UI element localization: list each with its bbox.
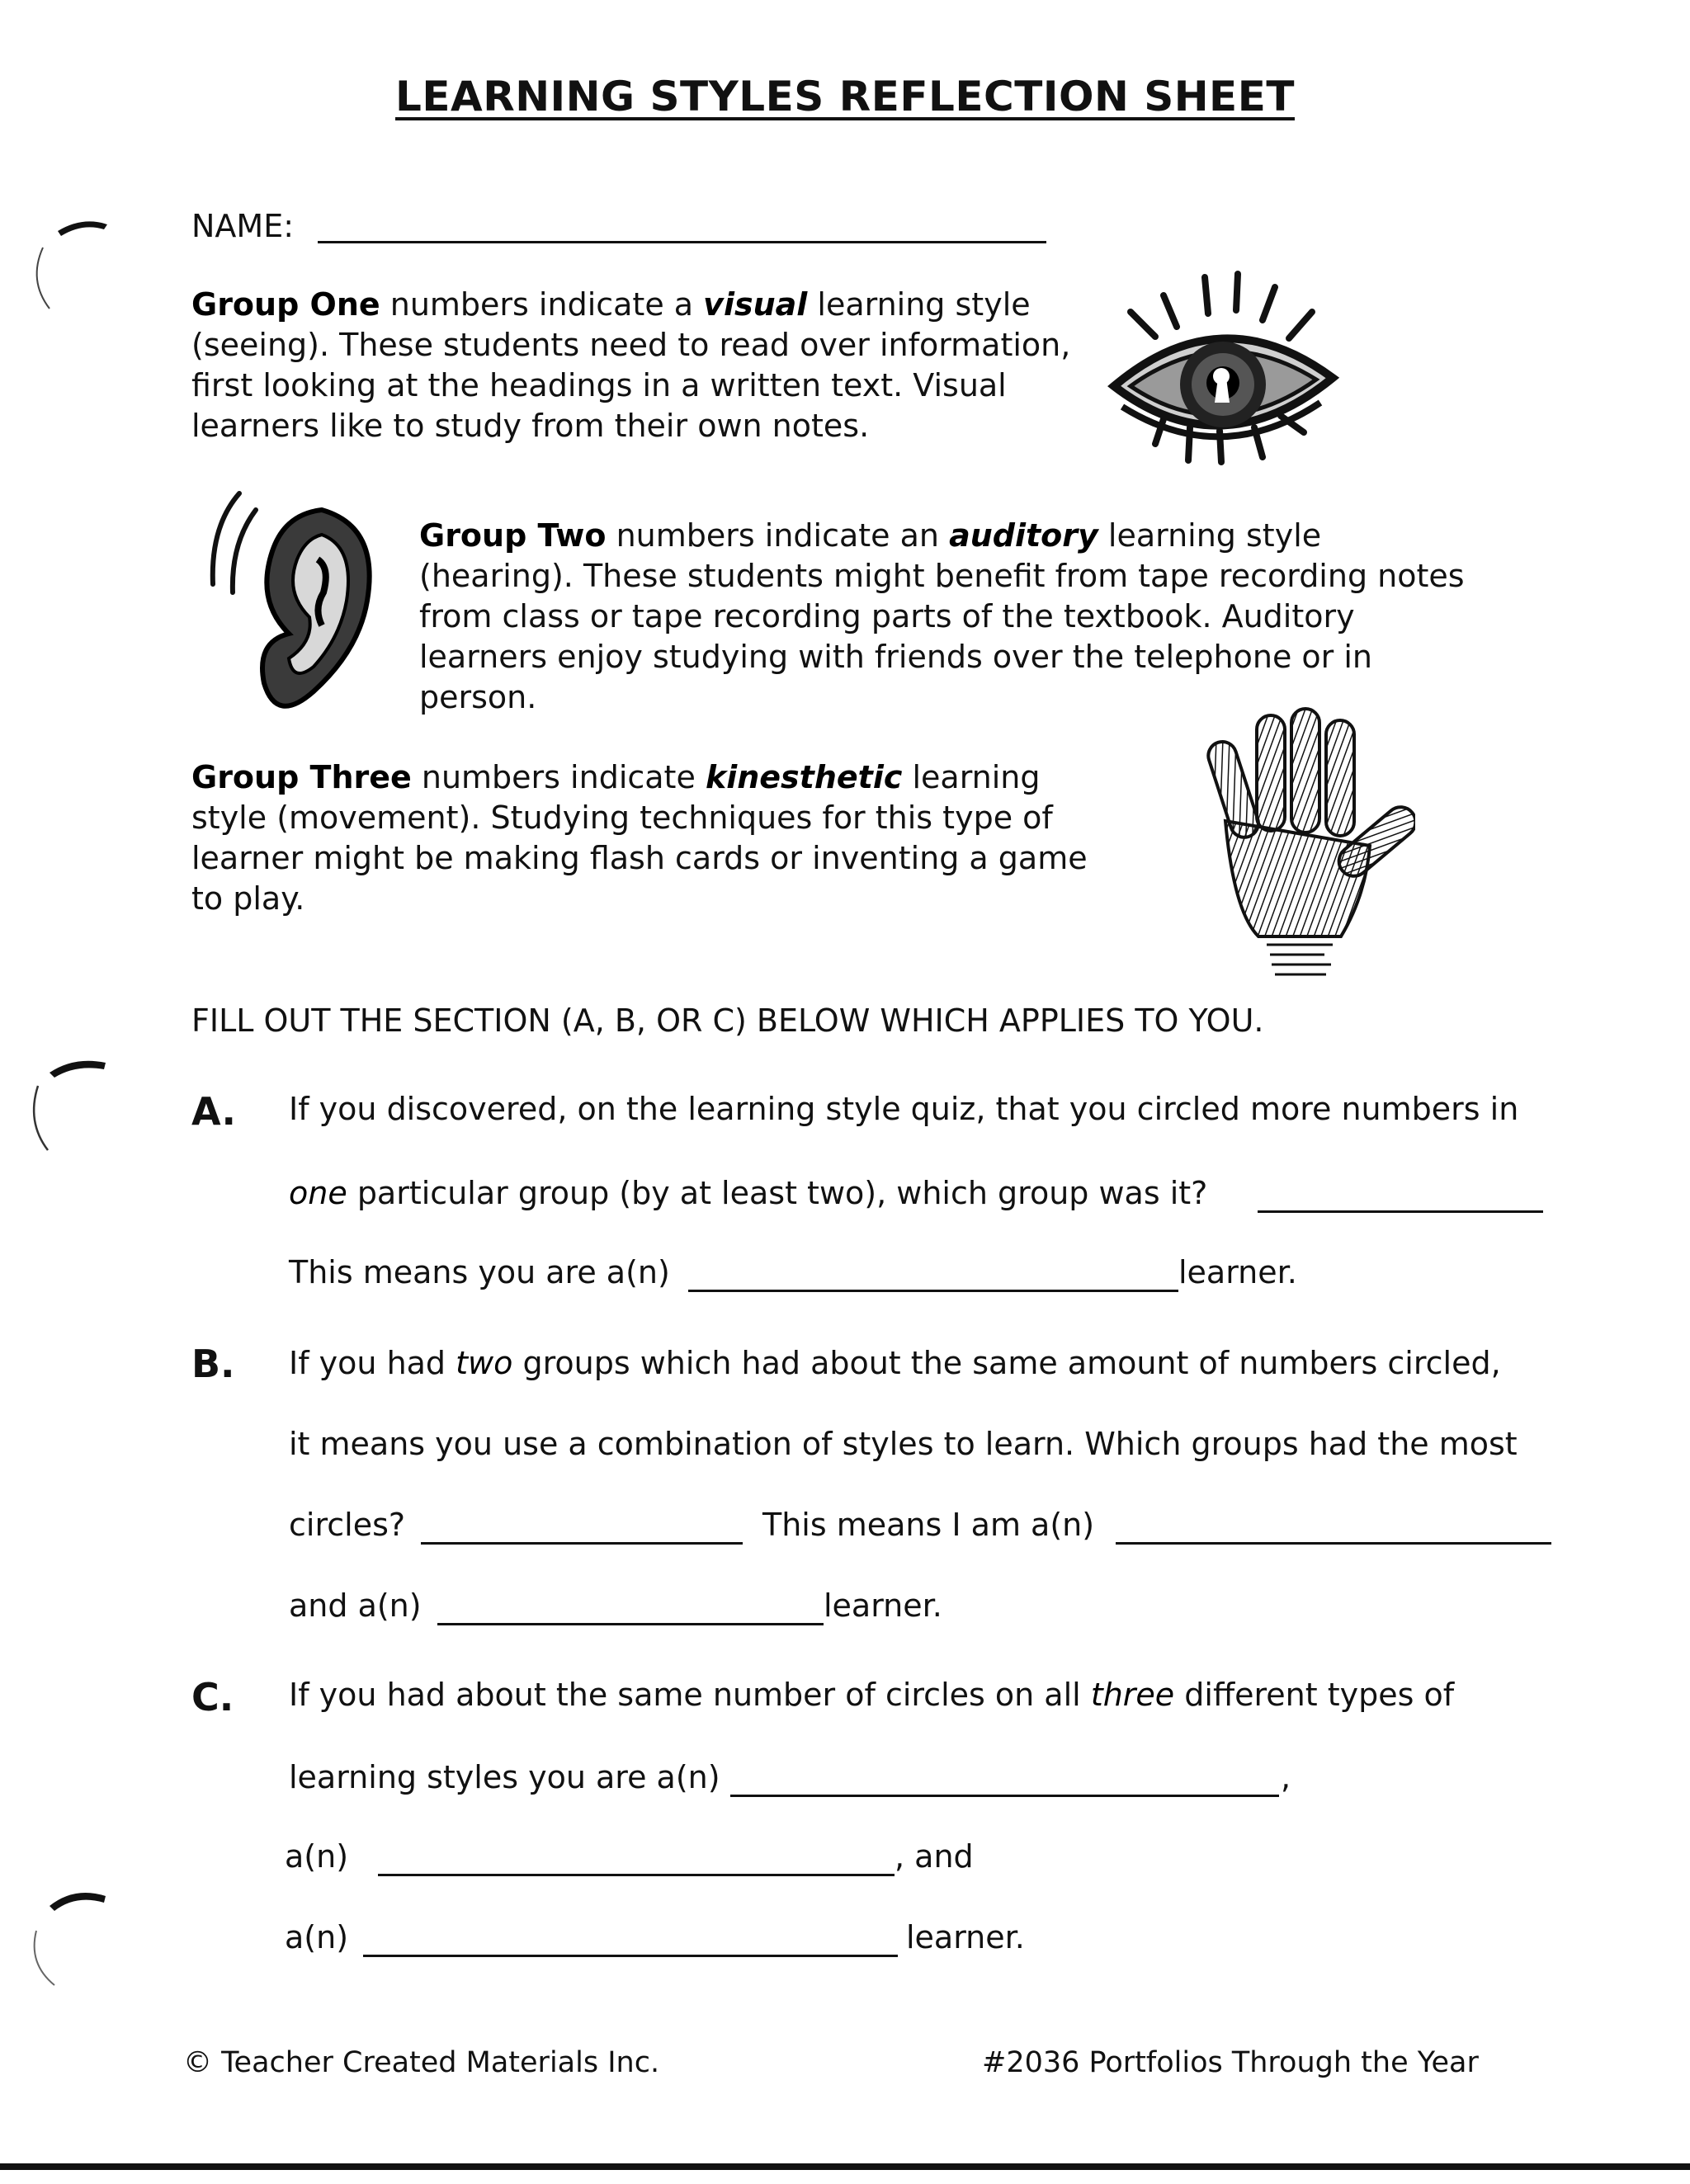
group-two-text2: learning style (hearing). These students might benefit from tape recording notes from class or tape recording parts of the textbook. Auditory learners enjoy studying with friends over the telephone or in person. bbox=[419, 517, 1465, 715]
group-two-name: Group Two bbox=[419, 517, 607, 554]
section-c-line4-post: learner. bbox=[906, 1919, 1025, 1955]
hand-icon bbox=[1201, 705, 1415, 978]
section-c-line2-post: , bbox=[1281, 1759, 1291, 1795]
section-c-style2-blank[interactable] bbox=[378, 1874, 895, 1876]
section-a-letter: A. bbox=[191, 1089, 236, 1134]
section-b-line1 bbox=[289, 1345, 1501, 1381]
section-c-line1-emphasis: three bbox=[1090, 1677, 1175, 1713]
section-a-learner-blank[interactable] bbox=[688, 1290, 1178, 1292]
section-a-line2-text: particular group (by at least two), which group was it? bbox=[356, 1175, 1208, 1211]
section-a-line2 bbox=[289, 1175, 1207, 1211]
section-b-line1-pre: If you had bbox=[289, 1345, 446, 1381]
section-a-line3-pre: This means you are a(n) bbox=[289, 1254, 670, 1290]
group-two-paragraph bbox=[419, 516, 1475, 718]
group-three-style: kinesthetic bbox=[705, 759, 903, 795]
bottom-rule bbox=[0, 2163, 1690, 2170]
binder-hole-icon bbox=[25, 1873, 116, 1988]
section-a-line3-post: learner. bbox=[1178, 1254, 1297, 1290]
section-b-line3-mid: This means I am a(n) bbox=[762, 1507, 1095, 1543]
section-b-line2: it means you use a combination of styles to learn. Which groups had the most bbox=[289, 1426, 1518, 1462]
group-three-name: Group Three bbox=[191, 759, 412, 795]
ear-icon bbox=[198, 477, 388, 724]
section-b-line1-post: groups which had about the same amount of numbers circled, bbox=[522, 1345, 1501, 1381]
section-a-line1: If you discovered, on the learning style quiz, that you circled more numbers in bbox=[289, 1091, 1519, 1127]
group-two-style: auditory bbox=[949, 517, 1098, 554]
instruction-text: FILL OUT THE SECTION (A, B, OR C) BELOW WHICH APPLIES TO YOU. bbox=[191, 1002, 1264, 1039]
eye-icon bbox=[1098, 262, 1345, 477]
footer-book-title: #2036 Portfolios Through the Year bbox=[982, 2046, 1479, 2079]
section-a-line2-emphasis: one bbox=[289, 1175, 347, 1211]
section-b-line4-post: learner. bbox=[824, 1587, 942, 1624]
group-one-paragraph bbox=[191, 285, 1083, 446]
section-c-line1-post: different types of bbox=[1184, 1677, 1455, 1713]
group-one-name: Group One bbox=[191, 286, 380, 323]
section-b-line1-emphasis: two bbox=[456, 1345, 513, 1381]
section-b-line3-pre: circles? bbox=[289, 1507, 406, 1543]
section-a-group-blank[interactable] bbox=[1258, 1210, 1543, 1213]
group-three-paragraph bbox=[191, 757, 1124, 919]
footer-copyright: © Teacher Created Materials Inc. bbox=[183, 2046, 660, 2079]
group-one-style: visual bbox=[703, 286, 808, 323]
binder-hole-icon bbox=[25, 206, 116, 322]
section-b-line4-pre: and a(n) bbox=[289, 1587, 422, 1624]
section-c-line1-pre: If you had about the same number of circles on all bbox=[289, 1677, 1081, 1713]
name-label: NAME: bbox=[191, 208, 295, 244]
group-three-text2: learning style (movement). Studying techniques for this type of learner might be making flash cards or inventing a game to play. bbox=[191, 759, 1088, 917]
section-b-groups-blank[interactable] bbox=[421, 1542, 743, 1545]
section-b-style1-blank[interactable] bbox=[1116, 1542, 1551, 1545]
section-c-line1 bbox=[289, 1677, 1454, 1713]
group-three-text1: numbers indicate bbox=[421, 759, 696, 795]
page-title: LEARNING STYLES REFLECTION SHEET bbox=[395, 73, 1295, 120]
group-one-text2: learning style (seeing). These students need to read over information, first looking at the headings in a written text. Visual learners like to study from their own notes. bbox=[191, 286, 1071, 444]
section-c-line3-pre: a(n) bbox=[285, 1838, 349, 1875]
section-c-line4-pre: a(n) bbox=[285, 1919, 349, 1955]
binder-hole-icon bbox=[25, 1048, 116, 1163]
group-one-text1: numbers indicate a bbox=[389, 286, 694, 323]
section-c-line2-pre: learning styles you are a(n) bbox=[289, 1759, 720, 1795]
section-c-letter: C. bbox=[191, 1675, 234, 1719]
section-c-style3-blank[interactable] bbox=[363, 1955, 898, 1957]
section-b-letter: B. bbox=[191, 1342, 235, 1386]
name-blank[interactable] bbox=[318, 241, 1046, 243]
group-two-text1: numbers indicate an bbox=[616, 517, 939, 554]
section-b-style2-blank[interactable] bbox=[437, 1623, 824, 1625]
section-c-line3-post: , and bbox=[895, 1838, 974, 1875]
section-c-style1-blank[interactable] bbox=[730, 1795, 1279, 1797]
